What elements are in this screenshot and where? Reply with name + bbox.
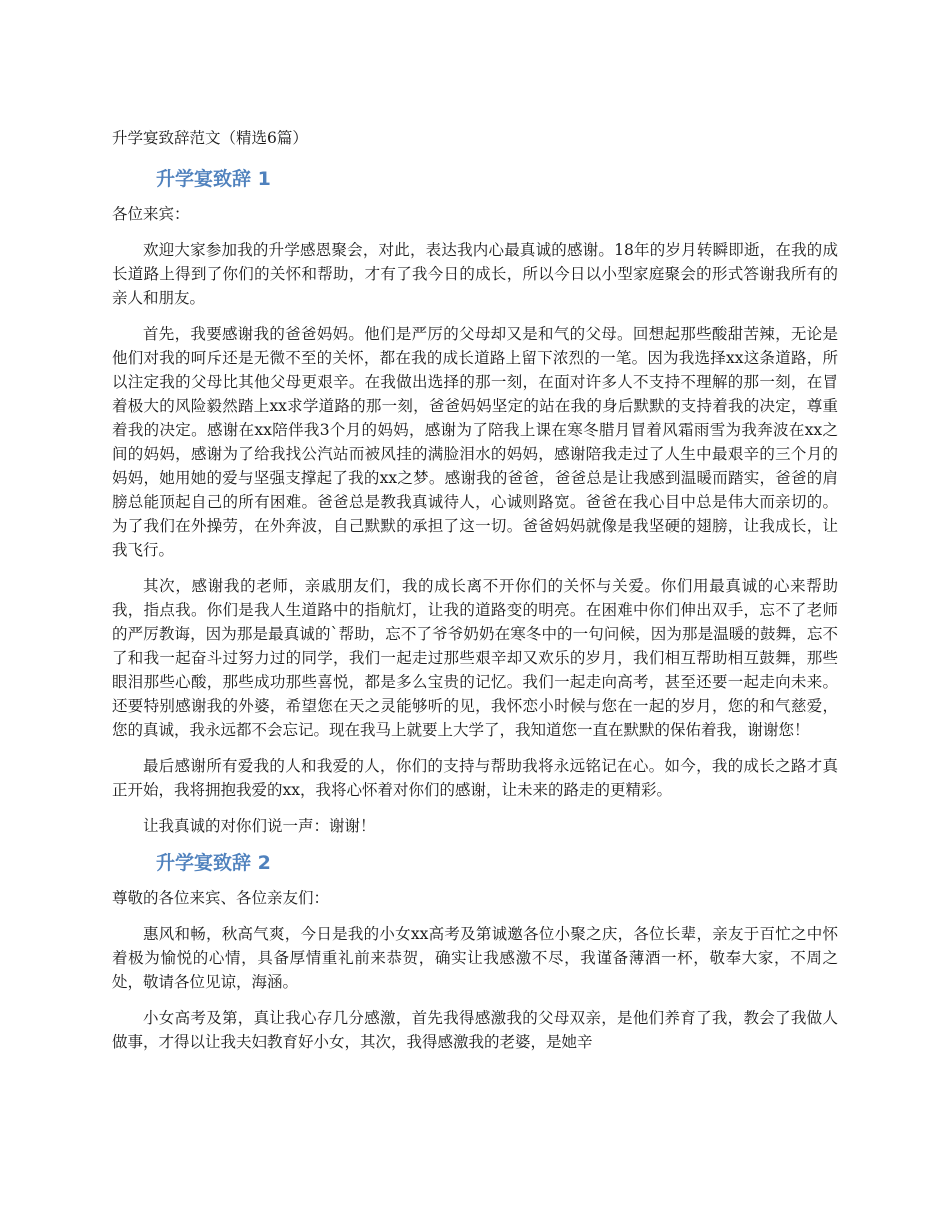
section-heading: 升学宴致辞 2 bbox=[156, 852, 271, 874]
paragraph: 首先，我要感谢我的爸爸妈妈。他们是严厉的父母却又是和气的父母。回想起那些酸甜苦辣，无论是他们对我的呵斥还是无微不至的关怀，都在我的成长道路上留下浓烈的一笔。因为我选择xx这条道路，所以注定我的父母比其他父母更艰辛。在我做出选择的那一刻，在面对许多人不支持不理解的那一刻，在冒着极大的风险毅然踏上xx求学道路的那一刻，爸爸妈妈坚定的站在我的身后默默的支持着我的决定，尊重着我的决定。感谢在xx陪伴我3个月的妈妈，感谢为了陪我上课在寒冬腊月冒着风霜雨雪为我奔波在xx之间的妈妈，感谢为了给我找公汽站而被风挂的满脸泪水的妈妈，感谢陪我走过了人生中最艰辛的三个月的妈妈，她用她的爱与坚强支撑起了我的xx之梦。感谢我的爸爸，爸爸总是让我感到温暖而踏实，爸爸的肩膀总能顶起自己的所有困难。爸爸总是教我真诚待人，心诚则路宽。爸爸在我心目中总是伟大而亲切的。为了我们在外操劳，在外奔波，自己默默的承担了这一切。爸爸妈妈就像是我坚硬的翅膀，让我成长，让我飞行。 bbox=[112, 325, 838, 559]
section-1 bbox=[112, 166, 838, 838]
salutation: 各位来宾： bbox=[112, 205, 190, 223]
paragraph: 最后感谢所有爱我的人和我爱的人，你们的支持与帮助我将永远铭记在心。如今，我的成长之路才真正开始，我将拥抱我爱的xx，我将心怀着对你们的感谢，让未来的路走的更精彩。 bbox=[112, 757, 838, 799]
paragraph: 让我真诚的对你们说一声：谢谢！ bbox=[143, 817, 376, 835]
paragraph: 小女高考及第，真让我心存几分感激，首先我得感激我的父母双亲，是他们养育了我，教会了我做人做事，才得以让我夫妇教育好小女，其次，我得感激我的老婆，是她辛 bbox=[112, 1009, 838, 1051]
paragraph: 惠风和畅，秋高气爽，今日是我的小女xx高考及第诚邀各位小聚之庆，各位长辈，亲友于百忙之中怀着极为愉悦的心情，具备厚情重礼前来恭贺，确实让我感激不尽，我谨备薄酒一杯，敬奉大家，不周之处，敬请各位见谅，海涵。 bbox=[112, 925, 838, 991]
paragraph: 其次，感谢我的老师，亲戚朋友们，我的成长离不开你们的关怀与关爱。你们用最真诚的心来帮助我，指点我。你们是我人生道路中的指航灯，让我的道路变的明亮。在困难中你们伸出双手，忘不了老师的严厉教诲，因为那是最真诚的`帮助，忘不了爷爷奶奶在寒冬中的一句问候，因为那是温暖的鼓舞，忘不了和我一起奋斗过努力过的同学，我们一起走过那些艰辛却又欢乐的岁月，我们相互帮助相互鼓舞，那些眼泪那些心酸，那些成功那些喜悦，都是多么宝贵的记忆。我们一起走向高考，甚至还要一起走向未来。还要特别感谢我的外婆，希望您在天之灵能够听的见，我怀恋小时候与您在一起的岁月，您的和气慈爱，您的真诚，我永远都不会忘记。现在我马上就要上大学了，我知道您一直在默默的保佑着我，谢谢您！ bbox=[112, 577, 838, 739]
paragraph: 欢迎大家参加我的升学感恩聚会，对此，表达我内心最真诚的感谢。18年的岁月转瞬即逝，在我的成长道路上得到了你们的关怀和帮助，才有了我今日的成长，所以今日以小型家庭聚会的形式答谢我所有的亲人和朋友。 bbox=[112, 241, 838, 307]
document-title: 升学宴致辞范文（精选6篇） bbox=[112, 129, 308, 147]
document-page bbox=[112, 118, 838, 1066]
salutation: 尊敬的各位来宾、各位亲友们： bbox=[112, 889, 330, 907]
section-2 bbox=[112, 850, 838, 1054]
section-heading: 升学宴致辞 1 bbox=[156, 168, 271, 190]
